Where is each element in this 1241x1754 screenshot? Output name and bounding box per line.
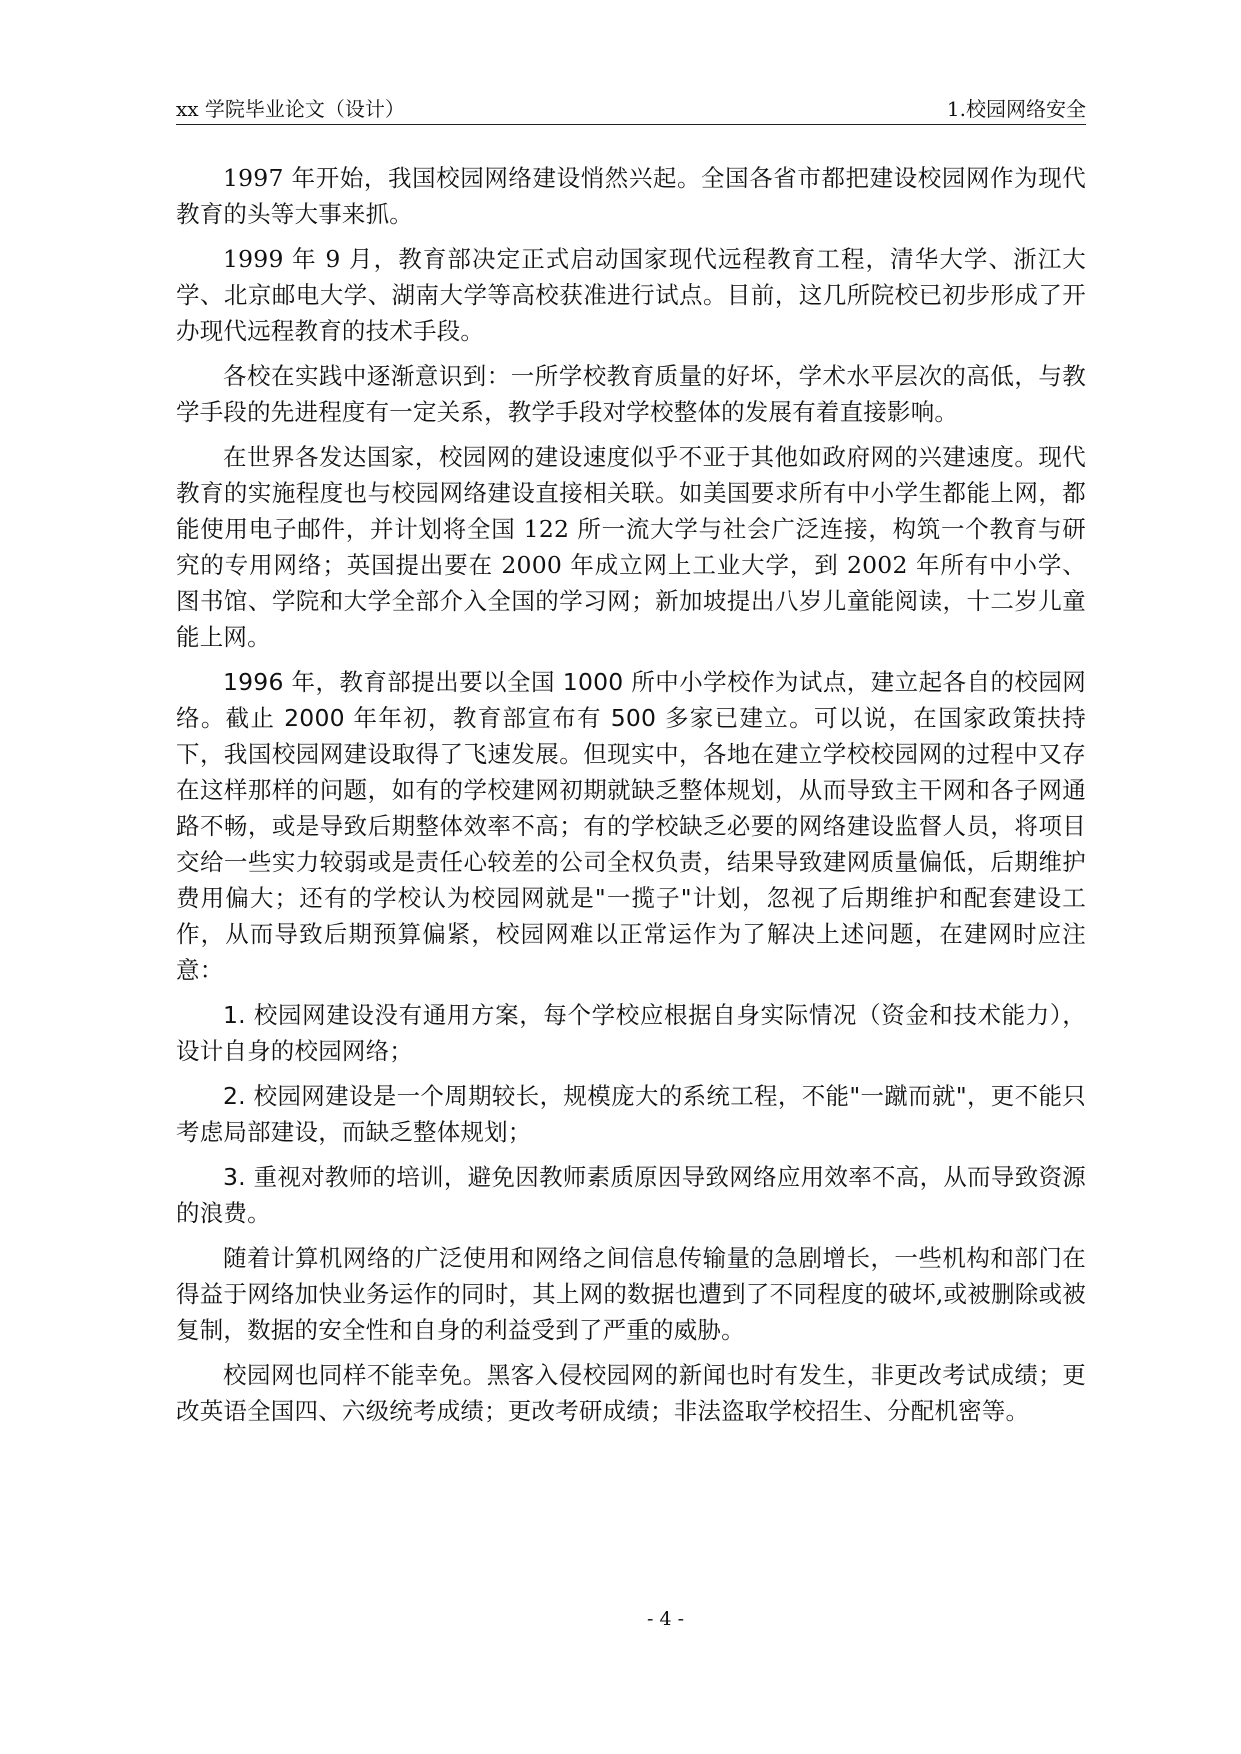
- paragraph-1997: 1997 年开始，我国校园网络建设悄然兴起。全国各省市都把建设校园网作为现代教育的头等大事来抓。: [176, 164, 1086, 228]
- page-header: [176, 96, 1086, 125]
- list-item-3: 3. 重视对教师的培训，避免因教师素质原因导致网络应用效率不高，从而导致资源的浪费。: [176, 1163, 1086, 1227]
- paragraph-campus-threats: 校园网也同样不能幸免。黑客入侵校园网的新闻也时有发生，非更改考试成绩；更改英语全国四、六级统考成绩；更改考研成绩；非法盗取学校招生、分配机密等。: [176, 1361, 1086, 1425]
- paragraph-1999: 1999 年 9 月，教育部决定正式启动国家现代远程教育工程，清华大学、浙江大学、北京邮电大学、湖南大学等高校获准进行试点。目前，这几所院校已初步形成了开办现代远程教育的技术手段。: [176, 245, 1086, 345]
- paragraph-1996: 1996 年，教育部提出要以全国 1000 所中小学校作为试点，建立起各自的校园网络。截止 2000 年年初，教育部宣布有 500 多家已建立。可以说，在国家政策扶持下，我国校园网建设取得了飞速发展。但现实中，各地在建立学校校园网的过程中又存在这样那样的问题，如有的学校建网初期就缺乏整体规划，从而导致主干网和各子网通路不畅，或是导致后期整体效率不高；有的学校缺乏必要的网络建设监督人员，将项目交给一些实力较弱或是责任心较差的公司全权负责，结果导致建网质量偏低，后期维护费用偏大；还有的学校认为校园网就是"一揽子"计划，忽视了后期维护和配套建设工作，从而导致后期预算偏紧，校园网难以正常运作为了解决上述问题，在建网时应注意：: [176, 668, 1086, 984]
- header-thesis-title: xx 学院毕业论文（设计）: [176, 97, 405, 121]
- paragraph-network-growth: 随着计算机网络的广泛使用和网络之间信息传输量的急剧增长，一些机构和部门在得益于网络加快业务运作的同时，其上网的数据也遭到了不同程度的破坏,或被删除或被复制，数据的安全性和自身的利益受到了严重的威胁。: [176, 1244, 1086, 1344]
- header-chapter-title: 1.校园网络安全: [946, 97, 1086, 121]
- body-text: [176, 160, 1086, 1438]
- list-item-1: 1. 校园网建设没有通用方案，每个学校应根据自身实际情况（资金和技术能力），设计自身的校园网络；: [176, 1001, 1086, 1065]
- paragraph-awareness: 各校在实践中逐渐意识到：一所学校教育质量的好坏，学术水平层次的高低，与教学手段的先进程度有一定关系，教学手段对学校整体的发展有着直接影响。: [176, 362, 1086, 426]
- page-number: - 4 -: [646, 1608, 684, 1630]
- list-item-2: 2. 校园网建设是一个周期较长，规模庞大的系统工程，不能"一蹴而就"，更不能只考虑局部建设，而缺乏整体规划；: [176, 1082, 1086, 1146]
- paragraph-developed-countries: 在世界各发达国家，校园网的建设速度似乎不亚于其他如政府网的兴建速度。现代教育的实施程度也与校园网络建设直接相关联。如美国要求所有中小学生都能上网，都能使用电子邮件，并计划将全国 122 所一流大学与社会广泛连接，构筑一个教育与研究的专用网络；英国提出要在 2000 年成立网上工业大学，到 2002 年所有中小学、图书馆、学院和大学全部介入全国的学习网；新加坡提出八岁儿童能阅读，十二岁儿童能上网。: [176, 443, 1086, 651]
